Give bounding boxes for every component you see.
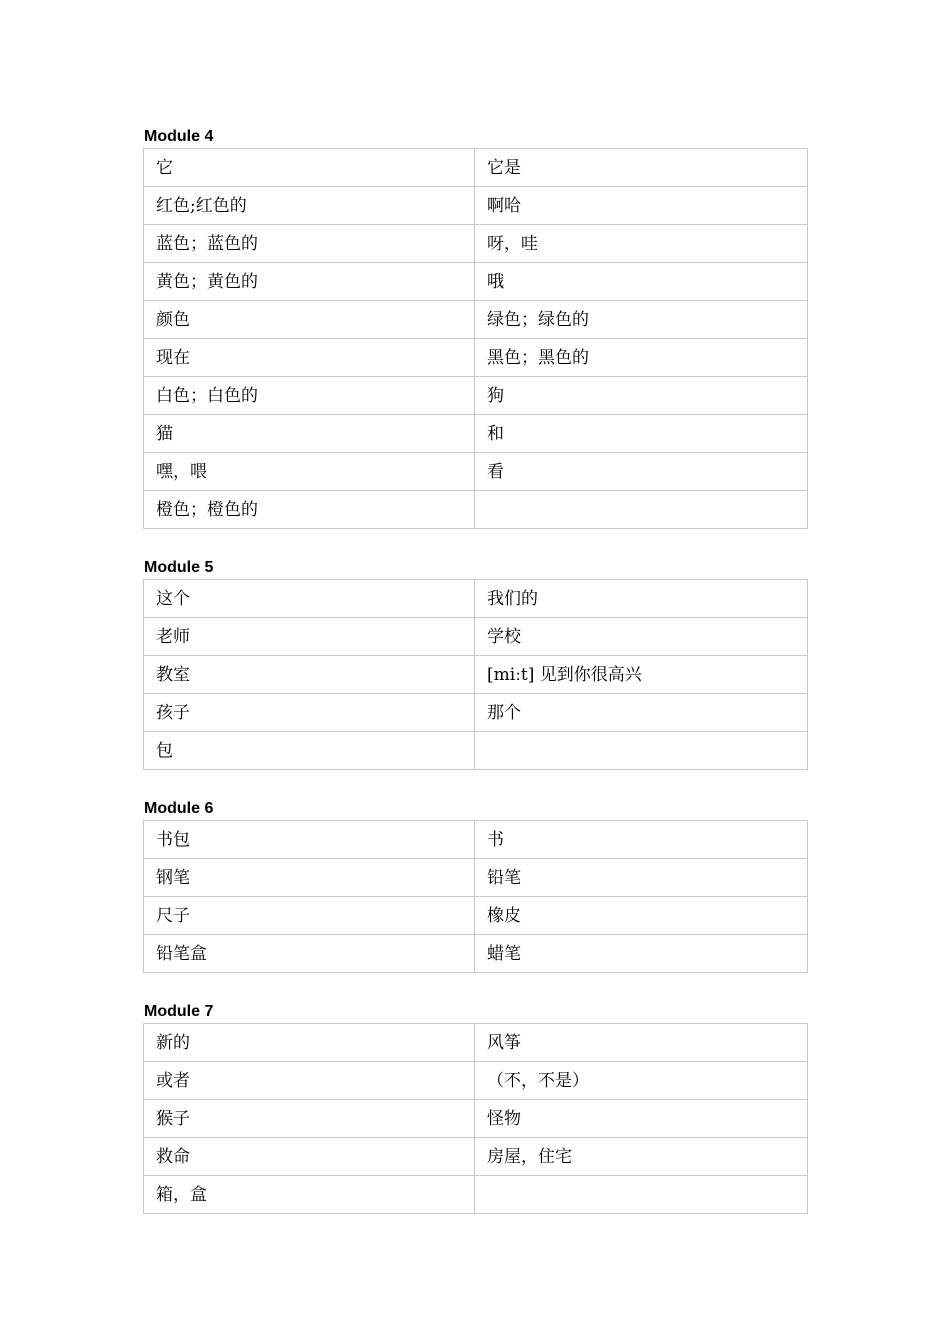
table-row	[144, 187, 808, 225]
vocab-table	[143, 1023, 808, 1214]
table-row	[144, 453, 808, 491]
table-cell: 和	[475, 415, 808, 453]
module-title: Module 5	[144, 559, 214, 576]
table-row	[144, 1100, 808, 1138]
table-cell: 哦	[475, 263, 808, 301]
table-row	[144, 339, 808, 377]
table-cell: 橙色；橙色的	[144, 491, 475, 529]
table-cell: 那个	[475, 694, 808, 732]
table-cell: 蓝色；蓝色的	[144, 225, 475, 263]
table-row	[144, 491, 808, 529]
table-cell: 孩子	[144, 694, 475, 732]
table-cell: 新的	[144, 1024, 475, 1062]
table-row	[144, 263, 808, 301]
table-row	[144, 1024, 808, 1062]
table-cell: 呀，哇	[475, 225, 808, 263]
table-cell: 橡皮	[475, 897, 808, 935]
vocab-table	[143, 148, 808, 529]
table-cell: 猫	[144, 415, 475, 453]
table-cell: 狗	[475, 377, 808, 415]
table-cell: 嘿，喂	[144, 453, 475, 491]
table-cell: [miːt] 见到你很高兴	[475, 656, 808, 694]
table-row	[144, 732, 808, 770]
table-cell: 白色；白色的	[144, 377, 475, 415]
module-7-section	[143, 1001, 807, 1214]
table-row	[144, 415, 808, 453]
table-cell: 颜色	[144, 301, 475, 339]
module-title: Module 6	[144, 800, 214, 817]
module-5-section	[143, 557, 807, 770]
table-cell: 铅笔	[475, 859, 808, 897]
table-cell: 尺子	[144, 897, 475, 935]
table-cell: 它是	[475, 149, 808, 187]
table-row	[144, 618, 808, 656]
table-row	[144, 301, 808, 339]
table-row	[144, 859, 808, 897]
table-cell: 猴子	[144, 1100, 475, 1138]
table-cell: 怪物	[475, 1100, 808, 1138]
vocab-table	[143, 820, 808, 973]
table-cell: 救命	[144, 1138, 475, 1176]
table-row	[144, 580, 808, 618]
table-cell	[475, 732, 808, 770]
table-cell	[475, 491, 808, 529]
module-title: Module 7	[144, 1003, 214, 1020]
module-4-section	[143, 126, 807, 529]
table-cell: 黑色；黑色的	[475, 339, 808, 377]
table-cell: 风筝	[475, 1024, 808, 1062]
table-cell	[475, 1176, 808, 1214]
table-row	[144, 897, 808, 935]
table-cell: 绿色；绿色的	[475, 301, 808, 339]
table-row	[144, 149, 808, 187]
table-cell: （不，不是）	[475, 1062, 808, 1100]
table-cell: 包	[144, 732, 475, 770]
table-cell: 我们的	[475, 580, 808, 618]
table-cell: 书包	[144, 821, 475, 859]
module-6-section	[143, 798, 807, 973]
table-row	[144, 935, 808, 973]
table-cell: 黄色；黄色的	[144, 263, 475, 301]
table-cell: 蜡笔	[475, 935, 808, 973]
table-row	[144, 377, 808, 415]
table-cell: 老师	[144, 618, 475, 656]
table-cell: 学校	[475, 618, 808, 656]
table-row	[144, 1138, 808, 1176]
table-row	[144, 821, 808, 859]
table-cell: 箱，盒	[144, 1176, 475, 1214]
table-cell: 教室	[144, 656, 475, 694]
table-row	[144, 694, 808, 732]
table-cell: 现在	[144, 339, 475, 377]
vocab-table	[143, 579, 808, 770]
table-cell: 铅笔盒	[144, 935, 475, 973]
table-row	[144, 1062, 808, 1100]
module-title: Module 4	[144, 128, 214, 145]
table-cell: 书	[475, 821, 808, 859]
table-cell: 或者	[144, 1062, 475, 1100]
table-row	[144, 1176, 808, 1214]
table-cell: 啊哈	[475, 187, 808, 225]
table-cell: 它	[144, 149, 475, 187]
table-cell: 房屋，住宅	[475, 1138, 808, 1176]
table-cell: 红色;红色的	[144, 187, 475, 225]
table-row	[144, 225, 808, 263]
table-cell: 钢笔	[144, 859, 475, 897]
table-cell: 看	[475, 453, 808, 491]
table-row	[144, 656, 808, 694]
table-cell: 这个	[144, 580, 475, 618]
